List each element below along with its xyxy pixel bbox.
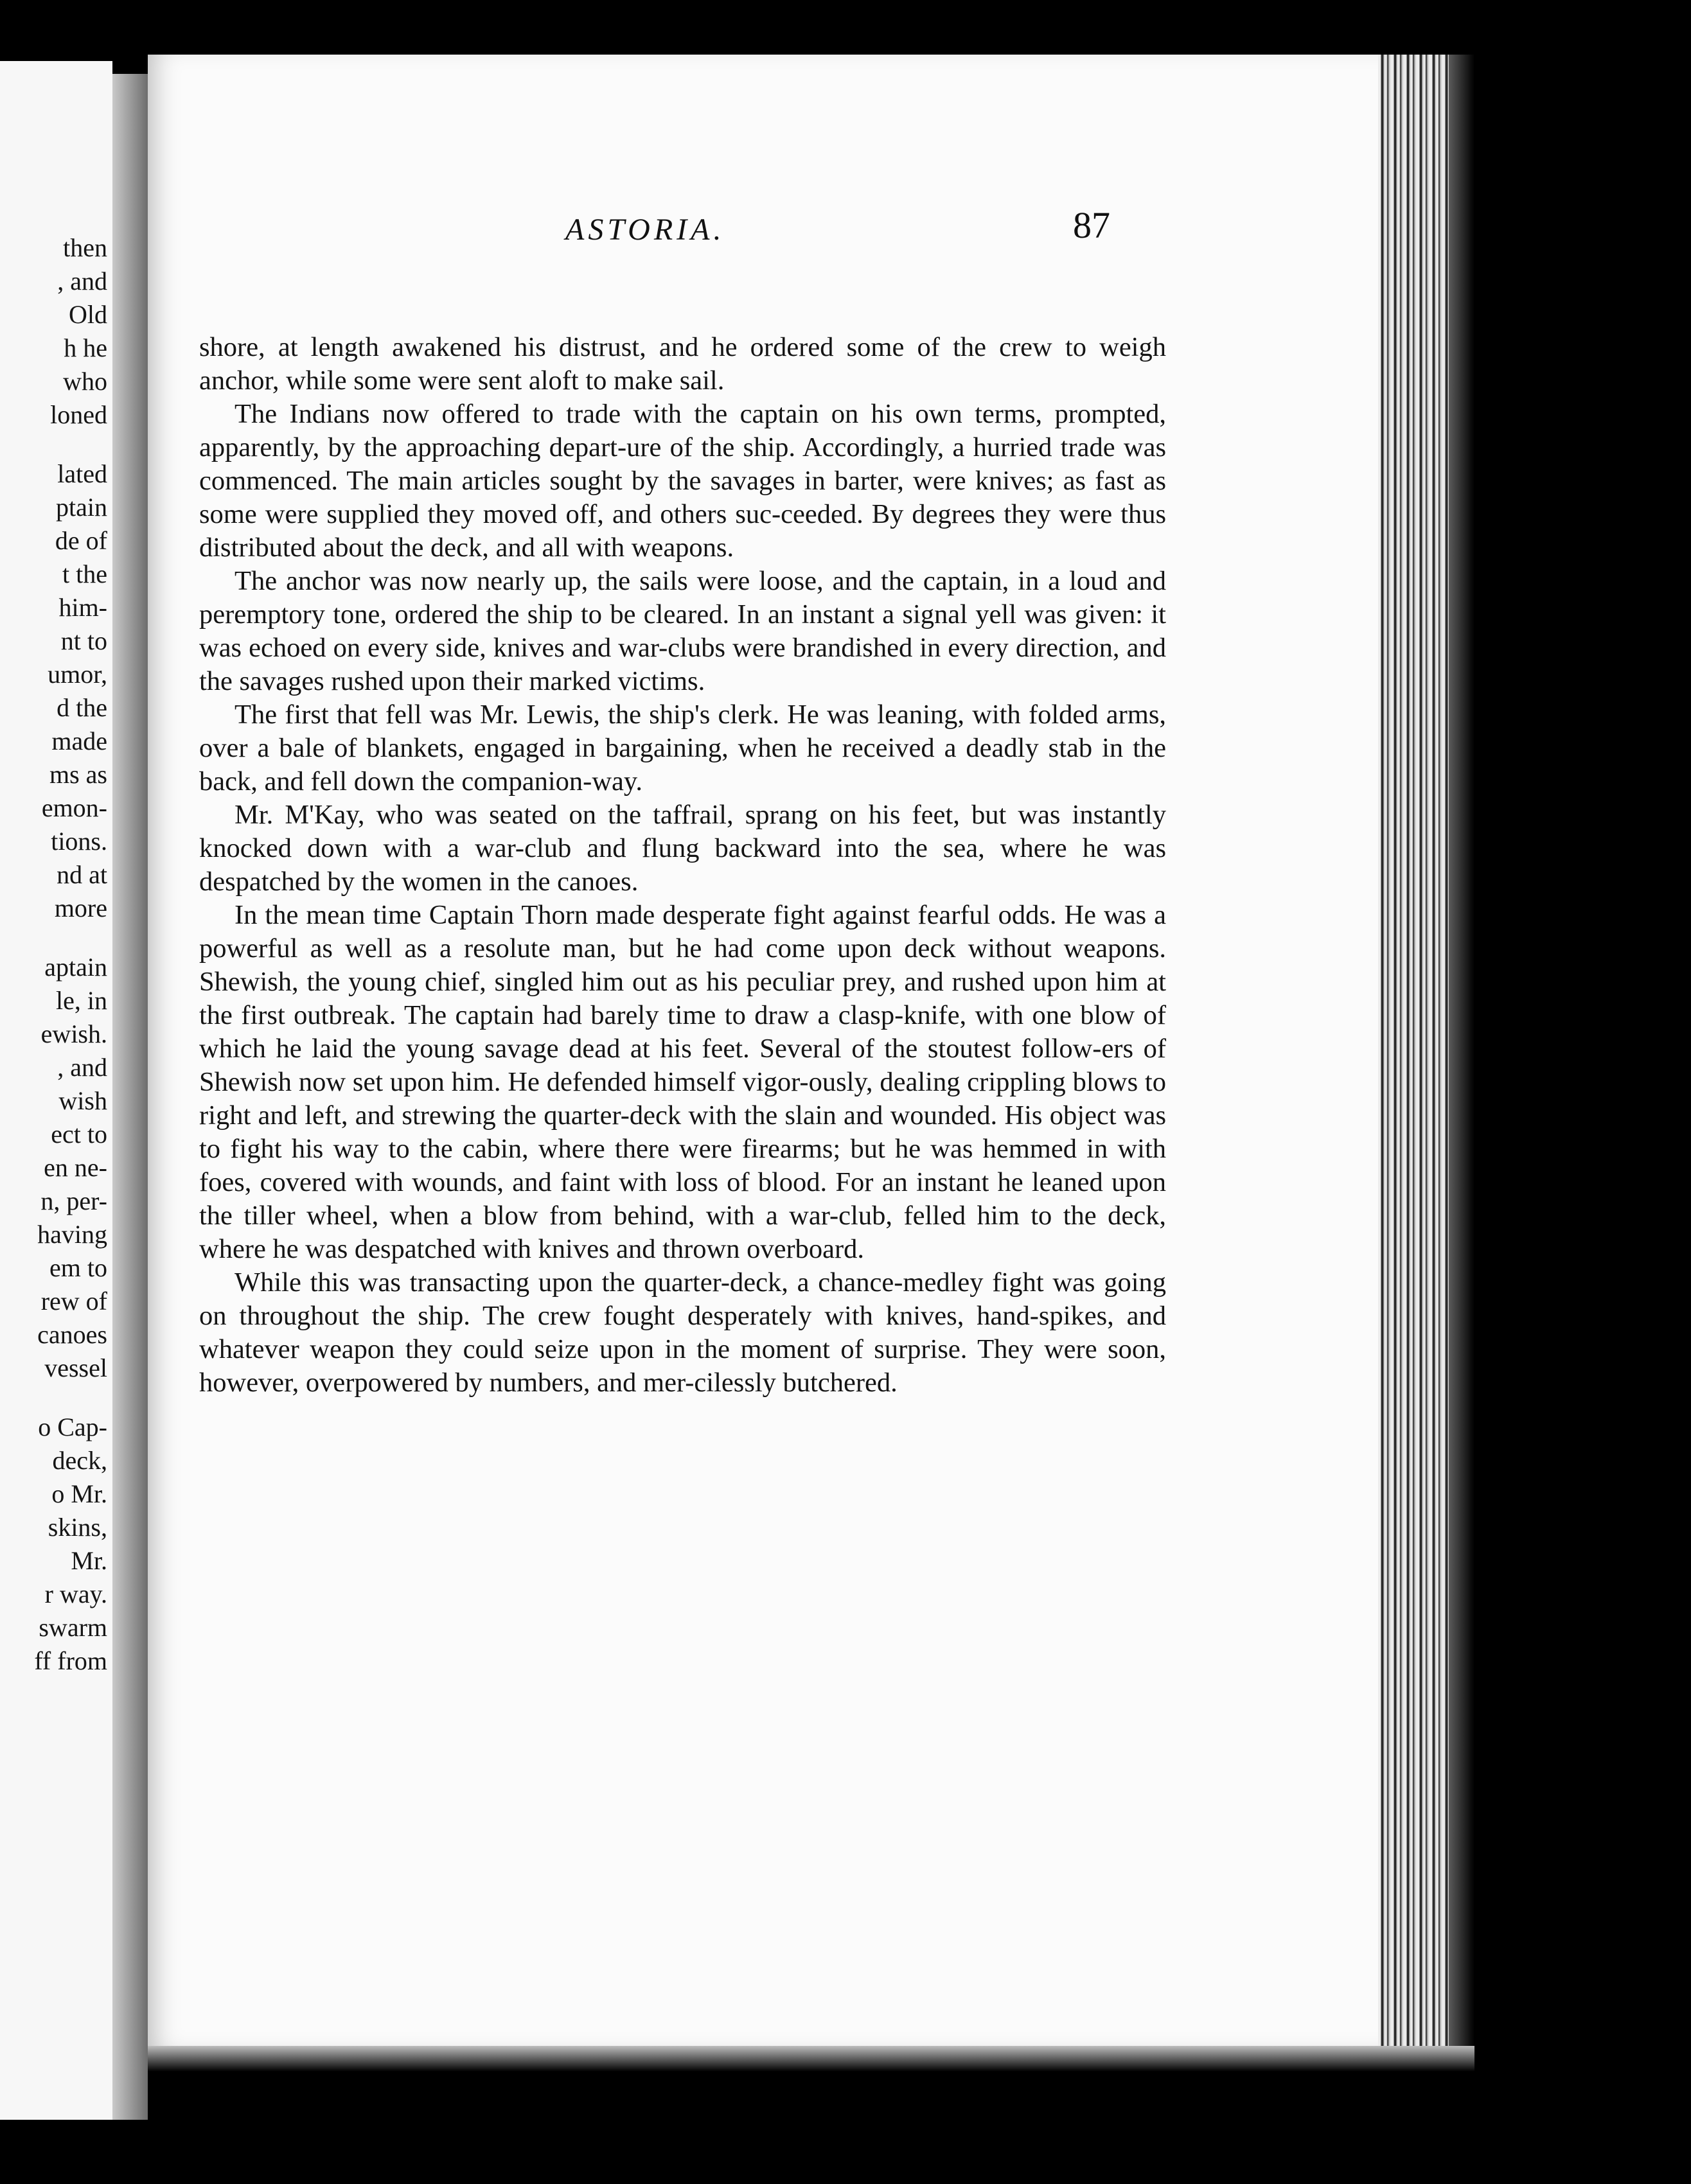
left-page-line: wish: [58, 1086, 107, 1115]
page-body: [199, 331, 1166, 1400]
left-page-line: rew of: [40, 1287, 107, 1316]
left-page-line: d the: [57, 693, 107, 722]
left-page-line: umor,: [48, 660, 107, 689]
left-page-line: more: [54, 894, 107, 922]
left-page-line: ff from: [34, 1646, 107, 1675]
left-page-line: le, in: [56, 986, 107, 1015]
paragraph: Mr. M'Kay, who was seated on the taffrail, sprang on his feet, but was instantly knocked down with a war-club and flung backward into the sea, where he was despatched by the women in the canoes.: [199, 800, 1166, 897]
left-page-line: emon-: [41, 793, 107, 822]
left-page-line: ect to: [51, 1120, 107, 1149]
left-page-line: nt to: [60, 626, 107, 655]
left-page-line: Old: [69, 300, 107, 329]
left-page-line: who: [63, 367, 107, 396]
left-page-line: de of: [55, 526, 107, 555]
left-page-line: , and: [57, 1053, 107, 1082]
left-page-line: then: [63, 233, 107, 262]
paragraph: In the mean time Captain Thorn made desperate fight against fearful odds. He was a powerful as well as a resolute man, but he had come upon deck without weapons. Shewish, the young chief, singled him out as his peculiar prey, and rushed upon him at the first outbreak. The captain had barely time to draw a clasp-knife, with one blow of which he laid the young savage dead at his feet. Several of the stoutest follow-ers of Shewish now set upon him. He defended himself vigor-ously, dealing crippling blows to right and left, and strewing the quarter-deck with the slain and wounded. His object was to fight his way to the cabin, where there were firearms; but he was hemmed in with foes, covered with wounds, and faint with loss of blood. For an instant he leaned upon the tiller wheel, when a blow from behind, with a war-club, felled him to the deck, where he was despatched with knives and thrown overboard.: [199, 900, 1166, 1264]
left-page-line: ms as: [49, 760, 107, 789]
left-page-line: , and: [57, 267, 107, 295]
left-page-line: deck,: [52, 1446, 107, 1475]
left-page-line: vessel: [44, 1353, 107, 1382]
paragraph: The Indians now offered to trade with the captain on his own terms, prompted, apparently, by the approaching depart-ure of the ship. Accordingly, a hurried trade was commenced. The main articles sought by the savages in barter, were knives; as fast as some were supplied they moved off, and others suc-ceeded. By degrees they were thus distributed about the deck, and all with weapons.: [199, 399, 1166, 563]
paragraph: The anchor was now nearly up, the sails were loose, and the captain, in a loud and peremptory tone, ordered the ship to be cleared. In an instant a signal yell was given: it was echoed on every side, knives and war-clubs were brandished in every direction, and the savages rushed upon their marked victims.: [199, 566, 1166, 696]
left-page-line: skins,: [48, 1513, 107, 1542]
left-page-line: r way.: [44, 1580, 107, 1608]
left-page-line: ptain: [56, 493, 107, 522]
left-page-line: t the: [62, 559, 107, 588]
left-page-line: nd at: [57, 860, 107, 889]
book-gutter: [112, 74, 148, 2120]
left-page-line: made: [51, 727, 107, 755]
left-page-line: ewish.: [40, 1019, 107, 1048]
left-page-line: canoes: [37, 1320, 107, 1349]
paragraph: While this was transacting upon the quarter-deck, a chance-medley fight was going on throughout the ship. The crew fought desperately with knives, hand-spikes, and whatever weapon they could seize upon in the moment of surprise. They were soon, however, overpowered by numbers, and mer-cilessly butchered.: [199, 1267, 1166, 1398]
left-page-line: lated: [57, 459, 107, 488]
left-page-line: aptain: [44, 953, 107, 982]
left-page-line: en ne-: [44, 1153, 107, 1182]
left-page-line: o Cap-: [38, 1413, 107, 1441]
left-page-line: tions.: [51, 827, 107, 856]
left-page-line: n, per-: [40, 1186, 107, 1215]
book-page: [148, 55, 1381, 2046]
left-page-line: loned: [50, 400, 107, 429]
left-page-line: o Mr.: [51, 1479, 107, 1508]
left-page-line: em to: [49, 1253, 107, 1282]
bottom-shadow: [148, 2046, 1474, 2072]
paragraph: shore, at length awakened his distrust, and he ordered some of the crew to weigh anchor, while some were sent aloft to make sail.: [199, 332, 1166, 396]
page-number: 87: [1073, 204, 1110, 246]
left-page-line: swarm: [39, 1613, 107, 1642]
left-page-line: Mr.: [71, 1546, 107, 1575]
left-facing-page: [0, 61, 112, 2120]
paragraph: The first that fell was Mr. Lewis, the ship's clerk. He was leaning, with folded arms, over a bale of blankets, engaged in bargaining, when he received a deadly stab in the back, and fell down the companion-way.: [199, 700, 1166, 797]
page-fore-edge: [1378, 55, 1449, 2052]
running-title: ASTORIA.: [565, 213, 725, 247]
left-page-line: having: [37, 1220, 107, 1249]
left-page-line: him-: [58, 593, 107, 622]
edge-shadow: [1449, 55, 1474, 2052]
left-page-line: h he: [64, 333, 107, 362]
